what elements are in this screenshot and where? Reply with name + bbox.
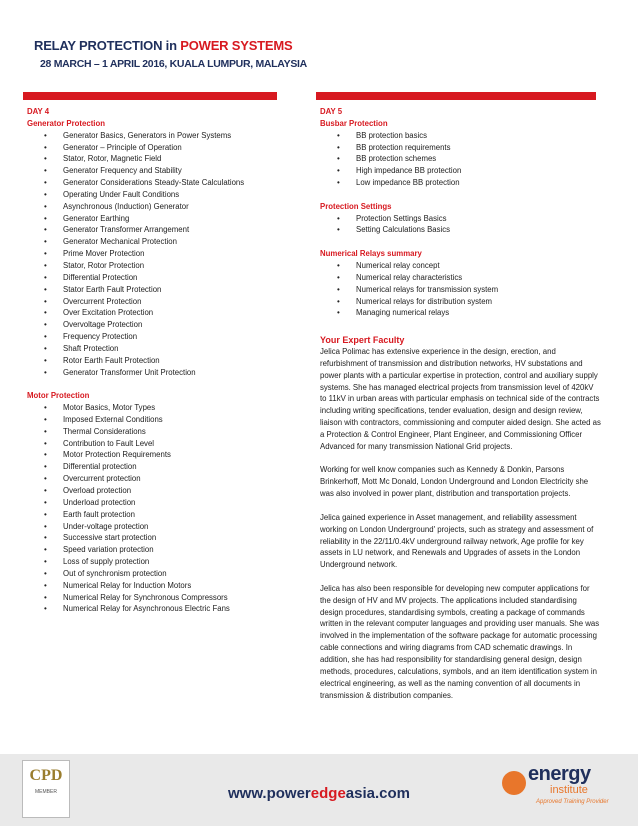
list-item: • Setting Calculations Basics xyxy=(320,224,602,236)
section-title: Motor Protection xyxy=(27,391,90,401)
bio-paragraph: Jelica gained experience in Asset management, and reliability assessment working on London Underground' projects, such as strategy and assessment of reliability in the 22/11/0.4kV underground railway network, Age profile for key assets in LU network, and Renewals and Upgrades of assets in the London Underground network. xyxy=(320,512,594,570)
list-item: • Overload protection xyxy=(27,485,307,497)
list-item: • Loss of supply protection xyxy=(27,556,307,568)
list-item: • Thermal Considerations xyxy=(27,426,307,438)
energy-logo-word: energy xyxy=(528,763,591,785)
list-item: • Numerical relays for distribution system xyxy=(320,296,602,308)
bio-paragraph: Jelica has also been responsible for developing new computer applications for the design of HV and MV projects. The applications included standardising design procedures, standardising symbols, creating a package of commands written in the relevant computer languages and providing user manuals. She was involved in the implementation of the software package for automatic processing cable connections and wiring diagrams from CAD schematic drawings. In addition, she has had responsibility for standardising general design, design methods, procedures, calculations, symbols, and an item identification system in electrical engineering, as well as the naming convention of all documents in transmission & distribution companies. xyxy=(320,583,600,700)
generator-topic-list xyxy=(27,130,307,379)
list-item: • BB protection basics xyxy=(320,130,602,142)
page-header xyxy=(34,38,293,53)
section-title: Busbar Protection xyxy=(320,118,388,128)
url-part: asia.com xyxy=(345,785,411,802)
bio-paragraph: Working for well know companies such as Kennedy & Donkin, Parsons Brinkerhoff, Mott Mc Donald, London Underground and London Electricity she was also involved in power plant, distribution and transportation projects. xyxy=(320,465,589,499)
list-item: • BB protection requirements xyxy=(320,142,602,154)
section-title: Numerical Relays summary xyxy=(320,249,422,259)
list-item: • Generator Frequency and Stability xyxy=(27,165,307,177)
busbar-topic-list xyxy=(320,130,602,189)
list-item: • Overvoltage Protection xyxy=(27,319,307,331)
event-date-location: 28 MARCH – 1 APRIL 2016, KUALA LUMPUR, MALAYSIA xyxy=(40,58,307,70)
list-item: • Generator Considerations Steady-State Calculations xyxy=(27,177,307,189)
list-item: • Frequency Protection xyxy=(27,331,307,343)
list-item: • Numerical Relay for Synchronous Compressors xyxy=(27,592,307,604)
list-item: • BB protection schemes xyxy=(320,153,602,165)
list-item: • Numerical Relay for Asynchronous Electric Fans xyxy=(27,603,307,615)
list-item: • Stator Earth Fault Protection xyxy=(27,284,307,296)
list-item: • Underload protection xyxy=(27,497,307,509)
list-item: • Out of synchronism protection xyxy=(27,568,307,580)
list-item: • Asynchronous (Induction) Generator xyxy=(27,201,307,213)
list-item: • Managing numerical relays xyxy=(320,307,602,319)
list-item: • Generator Mechanical Protection xyxy=(27,236,307,248)
list-item: • Speed variation protection xyxy=(27,544,307,556)
list-item: • Low impedance BB protection xyxy=(320,177,602,189)
energy-logo-mark xyxy=(502,771,526,795)
right-divider-bar xyxy=(316,92,596,100)
list-item: • Numerical Relay for Induction Motors xyxy=(27,580,307,592)
list-item: • Numerical relay characteristics xyxy=(320,272,602,284)
list-item: • Over Excitation Protection xyxy=(27,307,307,319)
list-item: • Shaft Protection xyxy=(27,343,307,355)
list-item: • Generator Basics, Generators in Power Systems xyxy=(27,130,307,142)
motor-topic-list xyxy=(27,402,307,615)
list-item: • Stator, Rotor, Magnetic Field xyxy=(27,153,307,165)
list-item: • Prime Mover Protection xyxy=(27,248,307,260)
faculty-bio xyxy=(320,346,602,701)
day-label: DAY 4 xyxy=(27,107,50,116)
list-item: • Motor Protection Requirements xyxy=(27,449,307,461)
list-item: • Successive start protection xyxy=(27,532,307,544)
section-title: Generator Protection xyxy=(27,118,105,128)
list-item: • Rotor Earth Fault Protection xyxy=(27,355,307,367)
cpd-logo-text: CPD xyxy=(29,767,63,784)
faculty-heading: Your Expert Faculty xyxy=(320,335,405,346)
bio-paragraph: Jelica Polimac has extensive experience in the design, erection, and refurbishment of transmission and distribution networks, HV substations and power plants with a particular expertise in protection, control and auxiliary supply systems. She has managed electrical projects from transmission level of 420kV to 11kV in urban areas with particular emphasis on technical side of the contracts including writing specifications, tender evaluation, design and design review, liaison with contractors, commissioning and computer aided design. She acted as a Protection & Control Engineer, Plant Engineer, and Commissioning Officer Advanced for many transmission National Grid projects. xyxy=(320,347,601,451)
left-divider-bar xyxy=(23,92,277,100)
footer xyxy=(0,754,638,826)
numerical-relays-topic-list xyxy=(320,260,602,319)
list-item: • High impedance BB protection xyxy=(320,165,602,177)
left-column xyxy=(27,106,307,615)
day-label: DAY 5 xyxy=(320,107,343,116)
list-item: • Numerical relay concept xyxy=(320,260,602,272)
energy-institute-logo xyxy=(500,763,620,813)
energy-logo-word: institute xyxy=(550,784,588,796)
list-item: • Contribution to Fault Level xyxy=(27,438,307,450)
list-item: • Generator – Principle of Operation xyxy=(27,142,307,154)
list-item: • Differential Protection xyxy=(27,272,307,284)
list-item: • Motor Basics, Motor Types xyxy=(27,402,307,414)
settings-topic-list xyxy=(320,213,602,237)
url-part: edge xyxy=(310,785,346,802)
page-title xyxy=(34,38,293,53)
list-item: • Under-voltage protection xyxy=(27,521,307,533)
list-item: • Operating Under Fault Conditions xyxy=(27,189,307,201)
list-item: • Protection Settings Basics xyxy=(320,213,602,225)
list-item: • Imposed External Conditions xyxy=(27,414,307,426)
list-item: • Differential protection xyxy=(27,461,307,473)
list-item: • Generator Transformer Arrangement xyxy=(27,224,307,236)
url-part: www.power xyxy=(227,785,311,802)
list-item: • Overcurrent Protection xyxy=(27,296,307,308)
right-column xyxy=(320,106,602,701)
list-item: • Earth fault protection xyxy=(27,509,307,521)
list-item: • Overcurrent protection xyxy=(27,473,307,485)
title-main: RELAY PROTECTION in xyxy=(34,38,181,53)
list-item: • Numerical relays for transmission system xyxy=(320,284,602,296)
title-accent: POWER SYSTEMS xyxy=(180,38,293,53)
energy-logo-tagline: Approved Training Provider xyxy=(536,799,609,805)
list-item: • Generator Transformer Unit Protection xyxy=(27,367,307,379)
list-item: • Stator, Rotor Protection xyxy=(27,260,307,272)
cpd-logo-sub: MEMBER xyxy=(35,789,57,795)
list-item: • Generator Earthing xyxy=(27,213,307,225)
section-title: Protection Settings xyxy=(320,201,392,211)
